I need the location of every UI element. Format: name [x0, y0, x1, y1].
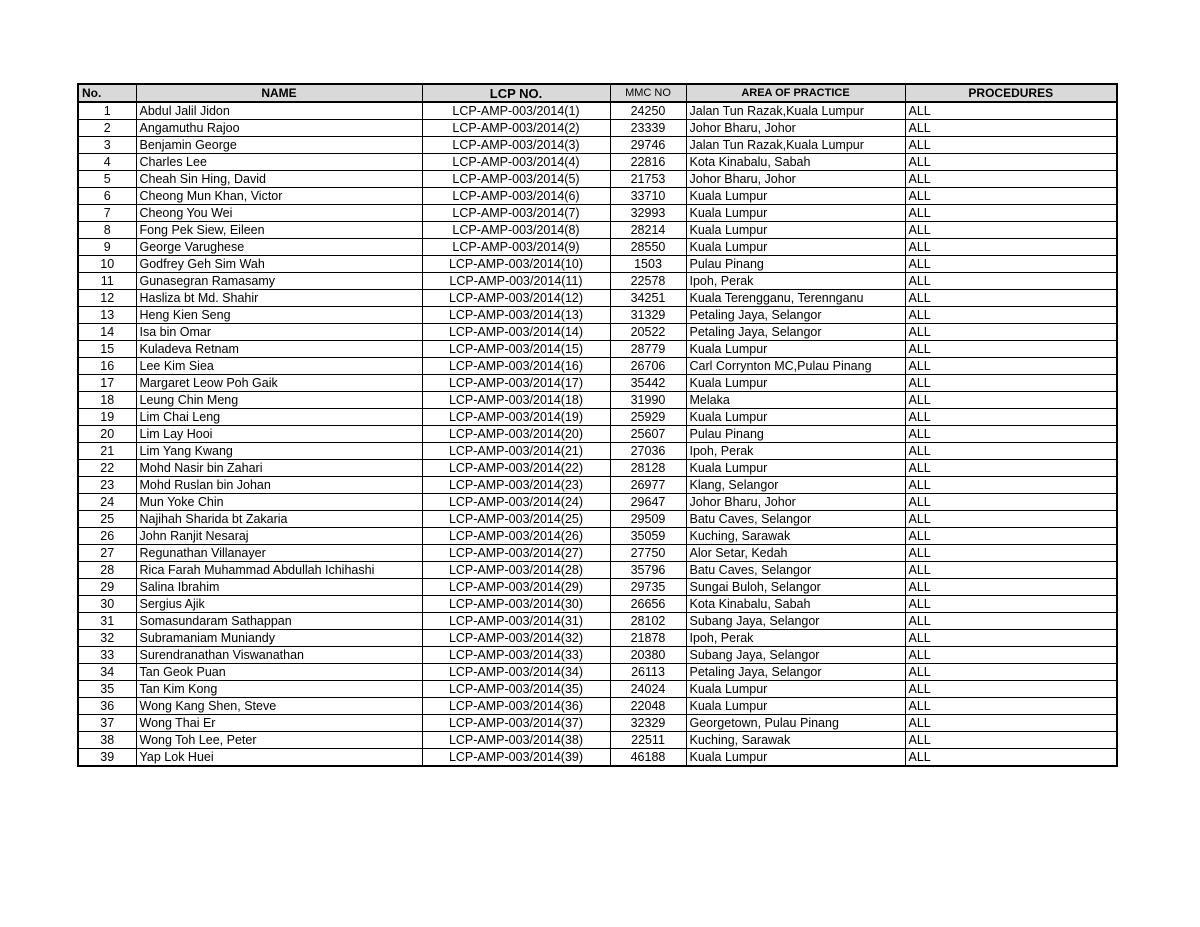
cell-procedures: ALL — [905, 375, 1117, 392]
table-row — [78, 222, 1117, 239]
cell-procedures: ALL — [905, 647, 1117, 664]
cell-mmc-no: 21753 — [610, 171, 686, 188]
table-row — [78, 460, 1117, 477]
cell-area-of-practice: Georgetown, Pulau Pinang — [686, 715, 905, 732]
cell-no: 3 — [78, 137, 136, 154]
cell-lcp-no: LCP-AMP-003/2014(18) — [422, 392, 610, 409]
cell-lcp-no: LCP-AMP-003/2014(20) — [422, 426, 610, 443]
table-body — [78, 102, 1117, 766]
cell-area-of-practice: Pulau Pinang — [686, 426, 905, 443]
cell-lcp-no: LCP-AMP-003/2014(21) — [422, 443, 610, 460]
cell-procedures: ALL — [905, 698, 1117, 715]
cell-lcp-no: LCP-AMP-003/2014(19) — [422, 409, 610, 426]
cell-lcp-no: LCP-AMP-003/2014(17) — [422, 375, 610, 392]
table-row — [78, 324, 1117, 341]
cell-name: Isa bin Omar — [136, 324, 422, 341]
cell-no: 10 — [78, 256, 136, 273]
cell-lcp-no: LCP-AMP-003/2014(32) — [422, 630, 610, 647]
cell-mmc-no: 32993 — [610, 205, 686, 222]
table-row — [78, 307, 1117, 324]
cell-mmc-no: 21878 — [610, 630, 686, 647]
cell-mmc-no: 22816 — [610, 154, 686, 171]
cell-procedures: ALL — [905, 477, 1117, 494]
cell-name: Wong Kang Shen, Steve — [136, 698, 422, 715]
table-row — [78, 409, 1117, 426]
cell-mmc-no: 25929 — [610, 409, 686, 426]
cell-no: 13 — [78, 307, 136, 324]
cell-area-of-practice: Carl Corrynton MC,Pulau Pinang — [686, 358, 905, 375]
cell-name: Wong Thai Er — [136, 715, 422, 732]
cell-mmc-no: 28779 — [610, 341, 686, 358]
cell-no: 11 — [78, 273, 136, 290]
cell-procedures: ALL — [905, 494, 1117, 511]
cell-lcp-no: LCP-AMP-003/2014(10) — [422, 256, 610, 273]
cell-area-of-practice: Pulau Pinang — [686, 256, 905, 273]
cell-procedures: ALL — [905, 120, 1117, 137]
cell-lcp-no: LCP-AMP-003/2014(22) — [422, 460, 610, 477]
cell-name: Lee Kim Siea — [136, 358, 422, 375]
cell-area-of-practice: Kuala Lumpur — [686, 460, 905, 477]
cell-area-of-practice: Kuala Lumpur — [686, 409, 905, 426]
cell-lcp-no: LCP-AMP-003/2014(9) — [422, 239, 610, 256]
cell-no: 35 — [78, 681, 136, 698]
cell-procedures: ALL — [905, 426, 1117, 443]
cell-lcp-no: LCP-AMP-003/2014(35) — [422, 681, 610, 698]
cell-mmc-no: 35442 — [610, 375, 686, 392]
cell-mmc-no: 26977 — [610, 477, 686, 494]
cell-name: Surendranathan Viswanathan — [136, 647, 422, 664]
table-row — [78, 749, 1117, 767]
cell-name: Najihah Sharida bt Zakaria — [136, 511, 422, 528]
cell-mmc-no: 20522 — [610, 324, 686, 341]
table-row — [78, 341, 1117, 358]
cell-name: Angamuthu Rajoo — [136, 120, 422, 137]
cell-lcp-no: LCP-AMP-003/2014(23) — [422, 477, 610, 494]
cell-lcp-no: LCP-AMP-003/2014(29) — [422, 579, 610, 596]
cell-procedures: ALL — [905, 324, 1117, 341]
cell-mmc-no: 1503 — [610, 256, 686, 273]
cell-mmc-no: 24024 — [610, 681, 686, 698]
cell-name: George Varughese — [136, 239, 422, 256]
cell-no: 31 — [78, 613, 136, 630]
table-row — [78, 154, 1117, 171]
table-row — [78, 358, 1117, 375]
cell-no: 14 — [78, 324, 136, 341]
table-row — [78, 137, 1117, 154]
cell-procedures: ALL — [905, 715, 1117, 732]
table-row — [78, 528, 1117, 545]
cell-procedures: ALL — [905, 256, 1117, 273]
cell-area-of-practice: Petaling Jaya, Selangor — [686, 324, 905, 341]
cell-no: 7 — [78, 205, 136, 222]
cell-procedures: ALL — [905, 443, 1117, 460]
header-name: NAME — [136, 84, 422, 102]
cell-name: Margaret Leow Poh Gaik — [136, 375, 422, 392]
cell-name: Cheong You Wei — [136, 205, 422, 222]
cell-mmc-no: 35059 — [610, 528, 686, 545]
table-row — [78, 477, 1117, 494]
table-row — [78, 273, 1117, 290]
cell-no: 17 — [78, 375, 136, 392]
cell-area-of-practice: Kuala Lumpur — [686, 375, 905, 392]
cell-name: Fong Pek Siew, Eileen — [136, 222, 422, 239]
cell-area-of-practice: Kuala Lumpur — [686, 222, 905, 239]
cell-area-of-practice: Petaling Jaya, Selangor — [686, 664, 905, 681]
cell-no: 28 — [78, 562, 136, 579]
cell-name: Leung Chin Meng — [136, 392, 422, 409]
table-row — [78, 188, 1117, 205]
cell-area-of-practice: Alor Setar, Kedah — [686, 545, 905, 562]
cell-procedures: ALL — [905, 511, 1117, 528]
cell-name: Rica Farah Muhammad Abdullah Ichihashi — [136, 562, 422, 579]
cell-lcp-no: LCP-AMP-003/2014(16) — [422, 358, 610, 375]
cell-mmc-no: 29647 — [610, 494, 686, 511]
cell-mmc-no: 20380 — [610, 647, 686, 664]
cell-name: Salina Ibrahim — [136, 579, 422, 596]
table-row — [78, 647, 1117, 664]
cell-mmc-no: 28214 — [610, 222, 686, 239]
cell-name: Heng Kien Seng — [136, 307, 422, 324]
cell-lcp-no: LCP-AMP-003/2014(14) — [422, 324, 610, 341]
cell-no: 23 — [78, 477, 136, 494]
cell-no: 15 — [78, 341, 136, 358]
header-area-of-practice: AREA OF PRACTICE — [686, 84, 905, 102]
cell-no: 1 — [78, 102, 136, 120]
cell-mmc-no: 25607 — [610, 426, 686, 443]
table-row — [78, 579, 1117, 596]
table-row — [78, 290, 1117, 307]
cell-mmc-no: 28128 — [610, 460, 686, 477]
cell-procedures: ALL — [905, 749, 1117, 767]
cell-no: 30 — [78, 596, 136, 613]
cell-procedures: ALL — [905, 409, 1117, 426]
cell-lcp-no: LCP-AMP-003/2014(26) — [422, 528, 610, 545]
cell-mmc-no: 27036 — [610, 443, 686, 460]
cell-name: Lim Lay Hooi — [136, 426, 422, 443]
cell-area-of-practice: Johor Bharu, Johor — [686, 494, 905, 511]
cell-name: Hasliza bt Md. Shahir — [136, 290, 422, 307]
cell-mmc-no: 35796 — [610, 562, 686, 579]
cell-mmc-no: 28550 — [610, 239, 686, 256]
cell-mmc-no: 29746 — [610, 137, 686, 154]
cell-no: 32 — [78, 630, 136, 647]
cell-no: 21 — [78, 443, 136, 460]
cell-mmc-no: 23339 — [610, 120, 686, 137]
cell-procedures: ALL — [905, 545, 1117, 562]
cell-no: 8 — [78, 222, 136, 239]
cell-area-of-practice: Kuala Lumpur — [686, 239, 905, 256]
cell-no: 6 — [78, 188, 136, 205]
cell-mmc-no: 28102 — [610, 613, 686, 630]
header-mmc-no: MMC NO — [610, 84, 686, 102]
cell-area-of-practice: Kuala Terengganu, Terennganu — [686, 290, 905, 307]
cell-procedures: ALL — [905, 154, 1117, 171]
cell-lcp-no: LCP-AMP-003/2014(38) — [422, 732, 610, 749]
cell-name: Mun Yoke Chin — [136, 494, 422, 511]
cell-no: 25 — [78, 511, 136, 528]
table-row — [78, 443, 1117, 460]
cell-area-of-practice: Kuala Lumpur — [686, 205, 905, 222]
header-procedures: PROCEDURES — [905, 84, 1117, 102]
cell-procedures: ALL — [905, 562, 1117, 579]
practitioners-table — [77, 83, 1118, 767]
cell-area-of-practice: Kuala Lumpur — [686, 341, 905, 358]
cell-area-of-practice: Kuching, Sarawak — [686, 528, 905, 545]
cell-area-of-practice: Jalan Tun Razak,Kuala Lumpur — [686, 102, 905, 120]
header-row — [78, 84, 1117, 102]
cell-lcp-no: LCP-AMP-003/2014(37) — [422, 715, 610, 732]
cell-lcp-no: LCP-AMP-003/2014(33) — [422, 647, 610, 664]
cell-area-of-practice: Kuala Lumpur — [686, 749, 905, 767]
cell-mmc-no: 33710 — [610, 188, 686, 205]
cell-lcp-no: LCP-AMP-003/2014(27) — [422, 545, 610, 562]
table-row — [78, 698, 1117, 715]
cell-mmc-no: 31329 — [610, 307, 686, 324]
cell-procedures: ALL — [905, 137, 1117, 154]
cell-area-of-practice: Petaling Jaya, Selangor — [686, 307, 905, 324]
cell-area-of-practice: Melaka — [686, 392, 905, 409]
cell-name: Wong Toh Lee, Peter — [136, 732, 422, 749]
table-row — [78, 715, 1117, 732]
cell-area-of-practice: Kota Kinabalu, Sabah — [686, 596, 905, 613]
cell-lcp-no: LCP-AMP-003/2014(13) — [422, 307, 610, 324]
table-row — [78, 664, 1117, 681]
table-row — [78, 102, 1117, 120]
cell-name: Cheah Sin Hing, David — [136, 171, 422, 188]
cell-mmc-no: 22578 — [610, 273, 686, 290]
cell-lcp-no: LCP-AMP-003/2014(12) — [422, 290, 610, 307]
cell-area-of-practice: Ipoh, Perak — [686, 630, 905, 647]
cell-procedures: ALL — [905, 596, 1117, 613]
cell-no: 9 — [78, 239, 136, 256]
cell-procedures: ALL — [905, 239, 1117, 256]
cell-mmc-no: 22048 — [610, 698, 686, 715]
cell-name: Cheong Mun Khan, Victor — [136, 188, 422, 205]
cell-procedures: ALL — [905, 341, 1117, 358]
cell-mmc-no: 29509 — [610, 511, 686, 528]
cell-no: 24 — [78, 494, 136, 511]
cell-procedures: ALL — [905, 188, 1117, 205]
cell-procedures: ALL — [905, 681, 1117, 698]
cell-lcp-no: LCP-AMP-003/2014(34) — [422, 664, 610, 681]
cell-no: 12 — [78, 290, 136, 307]
table-row — [78, 494, 1117, 511]
table-row — [78, 630, 1117, 647]
cell-mmc-no: 26113 — [610, 664, 686, 681]
cell-procedures: ALL — [905, 102, 1117, 120]
cell-mmc-no: 26656 — [610, 596, 686, 613]
cell-mmc-no: 29735 — [610, 579, 686, 596]
cell-name: Abdul Jalil Jidon — [136, 102, 422, 120]
table-row — [78, 205, 1117, 222]
cell-name: Godfrey Geh Sim Wah — [136, 256, 422, 273]
cell-mmc-no: 27750 — [610, 545, 686, 562]
cell-lcp-no: LCP-AMP-003/2014(25) — [422, 511, 610, 528]
cell-procedures: ALL — [905, 528, 1117, 545]
cell-no: 29 — [78, 579, 136, 596]
table-row — [78, 426, 1117, 443]
cell-area-of-practice: Johor Bharu, Johor — [686, 171, 905, 188]
cell-no: 33 — [78, 647, 136, 664]
table-row — [78, 392, 1117, 409]
cell-no: 37 — [78, 715, 136, 732]
cell-lcp-no: LCP-AMP-003/2014(39) — [422, 749, 610, 767]
cell-name: Kuladeva Retnam — [136, 341, 422, 358]
cell-lcp-no: LCP-AMP-003/2014(4) — [422, 154, 610, 171]
table-row — [78, 511, 1117, 528]
cell-mmc-no: 34251 — [610, 290, 686, 307]
table-row — [78, 596, 1117, 613]
cell-area-of-practice: Kota Kinabalu, Sabah — [686, 154, 905, 171]
cell-no: 20 — [78, 426, 136, 443]
cell-no: 5 — [78, 171, 136, 188]
cell-area-of-practice: Sungai Buloh, Selangor — [686, 579, 905, 596]
cell-name: Yap Lok Huei — [136, 749, 422, 767]
cell-name: Mohd Nasir bin Zahari — [136, 460, 422, 477]
cell-mmc-no: 22511 — [610, 732, 686, 749]
cell-no: 39 — [78, 749, 136, 767]
table-row — [78, 120, 1117, 137]
cell-mmc-no: 31990 — [610, 392, 686, 409]
cell-procedures: ALL — [905, 358, 1117, 375]
cell-no: 2 — [78, 120, 136, 137]
cell-procedures: ALL — [905, 205, 1117, 222]
header-no: No. — [78, 84, 136, 102]
cell-lcp-no: LCP-AMP-003/2014(24) — [422, 494, 610, 511]
cell-no: 27 — [78, 545, 136, 562]
cell-name: Tan Geok Puan — [136, 664, 422, 681]
cell-name: Tan Kim Kong — [136, 681, 422, 698]
table-row — [78, 239, 1117, 256]
cell-area-of-practice: Klang, Selangor — [686, 477, 905, 494]
cell-area-of-practice: Jalan Tun Razak,Kuala Lumpur — [686, 137, 905, 154]
cell-mmc-no: 26706 — [610, 358, 686, 375]
table-row — [78, 256, 1117, 273]
cell-name: Sergius Ajik — [136, 596, 422, 613]
cell-no: 38 — [78, 732, 136, 749]
cell-name: Lim Chai Leng — [136, 409, 422, 426]
cell-procedures: ALL — [905, 664, 1117, 681]
cell-name: Benjamin George — [136, 137, 422, 154]
cell-lcp-no: LCP-AMP-003/2014(8) — [422, 222, 610, 239]
cell-mmc-no: 24250 — [610, 102, 686, 120]
cell-procedures: ALL — [905, 222, 1117, 239]
cell-lcp-no: LCP-AMP-003/2014(7) — [422, 205, 610, 222]
header-lcp-no: LCP NO. — [422, 84, 610, 102]
cell-no: 36 — [78, 698, 136, 715]
cell-lcp-no: LCP-AMP-003/2014(11) — [422, 273, 610, 290]
cell-name: Gunasegran Ramasamy — [136, 273, 422, 290]
cell-no: 18 — [78, 392, 136, 409]
table-row — [78, 613, 1117, 630]
cell-name: Charles Lee — [136, 154, 422, 171]
cell-lcp-no: LCP-AMP-003/2014(5) — [422, 171, 610, 188]
cell-no: 19 — [78, 409, 136, 426]
cell-area-of-practice: Batu Caves, Selangor — [686, 511, 905, 528]
cell-name: John Ranjit Nesaraj — [136, 528, 422, 545]
cell-procedures: ALL — [905, 307, 1117, 324]
cell-procedures: ALL — [905, 460, 1117, 477]
cell-mmc-no: 32329 — [610, 715, 686, 732]
table-row — [78, 375, 1117, 392]
cell-area-of-practice: Ipoh, Perak — [686, 443, 905, 460]
cell-lcp-no: LCP-AMP-003/2014(1) — [422, 102, 610, 120]
cell-lcp-no: LCP-AMP-003/2014(3) — [422, 137, 610, 154]
cell-procedures: ALL — [905, 732, 1117, 749]
cell-lcp-no: LCP-AMP-003/2014(6) — [422, 188, 610, 205]
cell-procedures: ALL — [905, 392, 1117, 409]
cell-area-of-practice: Kuala Lumpur — [686, 188, 905, 205]
table-row — [78, 732, 1117, 749]
cell-area-of-practice: Johor Bharu, Johor — [686, 120, 905, 137]
cell-area-of-practice: Subang Jaya, Selangor — [686, 613, 905, 630]
cell-lcp-no: LCP-AMP-003/2014(31) — [422, 613, 610, 630]
table-row — [78, 171, 1117, 188]
cell-name: Subramaniam Muniandy — [136, 630, 422, 647]
cell-lcp-no: LCP-AMP-003/2014(30) — [422, 596, 610, 613]
cell-lcp-no: LCP-AMP-003/2014(28) — [422, 562, 610, 579]
table-row — [78, 562, 1117, 579]
cell-no: 4 — [78, 154, 136, 171]
table-row — [78, 681, 1117, 698]
table-row — [78, 545, 1117, 562]
cell-lcp-no: LCP-AMP-003/2014(15) — [422, 341, 610, 358]
cell-procedures: ALL — [905, 171, 1117, 188]
cell-name: Lim Yang Kwang — [136, 443, 422, 460]
cell-name: Regunathan Villanayer — [136, 545, 422, 562]
cell-name: Mohd Ruslan bin Johan — [136, 477, 422, 494]
cell-procedures: ALL — [905, 273, 1117, 290]
cell-procedures: ALL — [905, 613, 1117, 630]
cell-name: Somasundaram Sathappan — [136, 613, 422, 630]
cell-lcp-no: LCP-AMP-003/2014(2) — [422, 120, 610, 137]
cell-mmc-no: 46188 — [610, 749, 686, 767]
cell-no: 16 — [78, 358, 136, 375]
cell-no: 34 — [78, 664, 136, 681]
cell-area-of-practice: Batu Caves, Selangor — [686, 562, 905, 579]
cell-no: 22 — [78, 460, 136, 477]
cell-area-of-practice: Kuching, Sarawak — [686, 732, 905, 749]
cell-area-of-practice: Kuala Lumpur — [686, 681, 905, 698]
cell-lcp-no: LCP-AMP-003/2014(36) — [422, 698, 610, 715]
cell-area-of-practice: Subang Jaya, Selangor — [686, 647, 905, 664]
cell-procedures: ALL — [905, 630, 1117, 647]
cell-area-of-practice: Kuala Lumpur — [686, 698, 905, 715]
cell-procedures: ALL — [905, 579, 1117, 596]
cell-procedures: ALL — [905, 290, 1117, 307]
cell-no: 26 — [78, 528, 136, 545]
cell-area-of-practice: Ipoh, Perak — [686, 273, 905, 290]
